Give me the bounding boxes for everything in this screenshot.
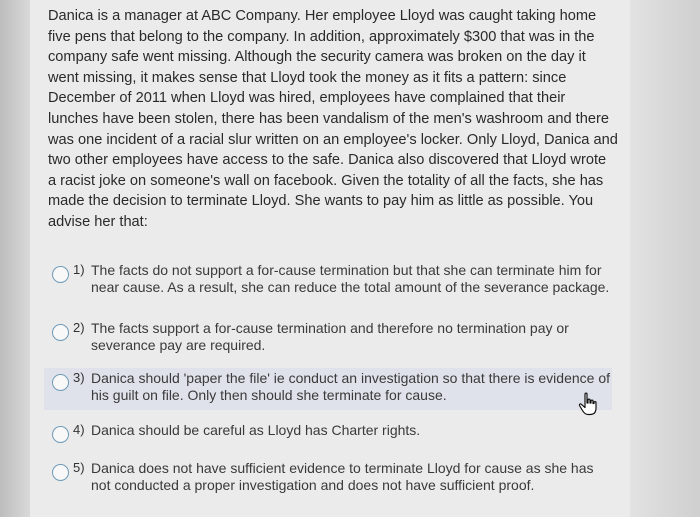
radio-button-4[interactable]: [52, 426, 69, 443]
option-number: 2): [73, 320, 85, 335]
hand-pointer-icon: [577, 392, 599, 416]
option-number: 1): [73, 262, 85, 277]
option-number: 5): [73, 460, 85, 475]
radio-button-5[interactable]: [52, 464, 69, 481]
option-text: The facts do not support a for-cause termination but that she can terminate him for near cause. As a result, she can reduce the total amount of the severance package.: [91, 262, 610, 295]
option-number: 3): [73, 370, 85, 385]
screen-bezel-right: [630, 0, 700, 517]
question-text: Danica is a manager at ABC Company. Her employee Lloyd was caught taking home five pens that belong to the company. In addition, approximately $300 that was in the company safe went missing. Although the security camera was broken on the day it went missing, it makes sense that Lloyd took the money as it fits a pattern: since December of 2011 when Lloyd was hired, employees have complained that their lunches have been stolen, there has been vandalism of the men's washroom and there was one incident of a racial slur written on an employee's locker. Only Lloyd, Danica and two other employees have access to the safe. Danica also discovered that Lloyd wrote a racist joke on someone's wall on facebook. Given the totality of all the facts, she has made the decision to terminate Lloyd. She wants to pay him as little as possible. You advise her that:: [48, 8, 618, 230]
screen-bezel-left: [0, 0, 30, 517]
answer-option-2[interactable]: [44, 320, 612, 354]
radio-button-1[interactable]: [52, 266, 69, 283]
option-text: Danica does not have sufficient evidence to terminate Lloyd for cause as she has not conducted a proper investigation and does not have sufficient proof.: [91, 460, 594, 493]
option-text: The facts support a for-cause termination and therefore no termination pay or severance pay are required.: [91, 320, 569, 353]
option-number: 4): [73, 422, 85, 437]
answer-option-3[interactable]: [44, 368, 612, 410]
option-text: Danica should be careful as Lloyd has Charter rights.: [91, 422, 421, 438]
question-panel: [30, 0, 630, 517]
option-text: Danica should 'paper the file' ie conduct an investigation so that there is evidence of his guilt on file. Only then should she terminate for cause.: [91, 370, 611, 403]
answer-option-1[interactable]: [44, 262, 612, 296]
radio-button-2[interactable]: [52, 324, 69, 341]
radio-button-3[interactable]: [52, 374, 69, 391]
answer-option-5[interactable]: [44, 460, 612, 494]
answer-option-4[interactable]: [44, 422, 612, 443]
